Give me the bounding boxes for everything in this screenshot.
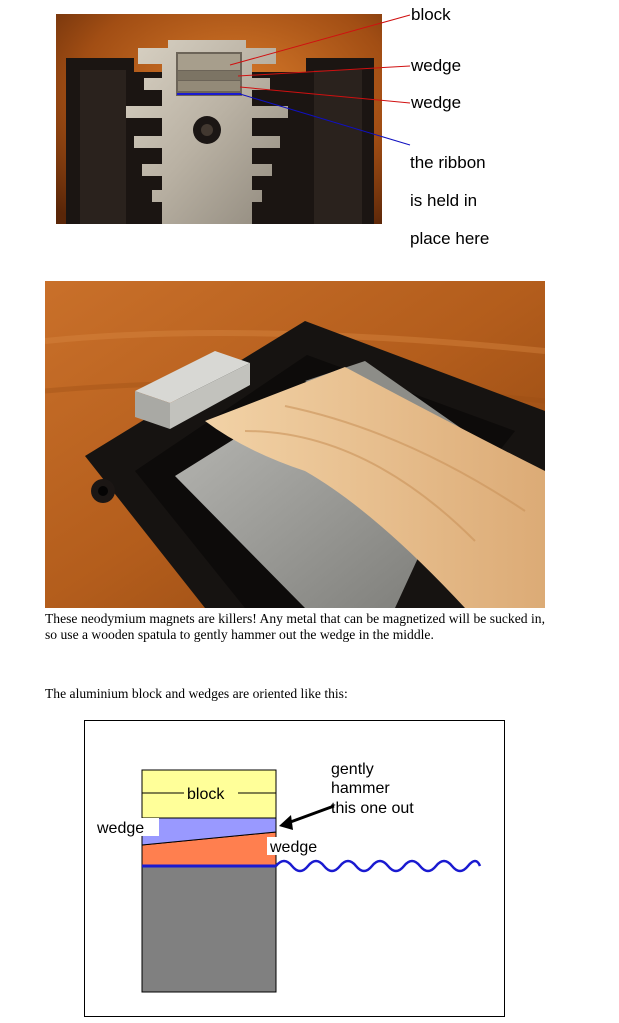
diagram-base <box>142 866 276 992</box>
magnet-warning-paragraph: These neodymium magnets are killers! Any metal that can be magnetized will be sucked in, so use a wooden spatula to gently hammer out the wedge in the middle. <box>45 611 545 642</box>
orientation-intro-paragraph: The aluminium block and wedges are oriented like this: <box>45 686 348 701</box>
block-wedge-orientation-diagram <box>84 720 505 1017</box>
callout-wedge-top: wedge <box>411 56 462 75</box>
diagram-note-line3: this one out <box>331 800 414 817</box>
diagram-label-wedge-right: wedge <box>270 839 318 856</box>
diagram-note-line2: hammer <box>331 780 390 797</box>
diagram-label-block: block <box>187 786 225 803</box>
callout-ribbon-line3: place here <box>410 229 490 248</box>
callout-block: block <box>411 5 451 24</box>
heatsink-cross-section-photo <box>56 14 382 224</box>
diagram-label-wedge-left: wedge <box>97 820 145 837</box>
callout-ribbon-line2: is held in <box>410 191 478 210</box>
callout-ribbon <box>410 134 489 267</box>
callout-ribbon-line1: the ribbon <box>410 153 486 172</box>
magnet-housing-spatula-photo <box>45 281 545 608</box>
callout-wedge-bottom: wedge <box>411 93 462 112</box>
diagram-note-line1: gently <box>331 761 374 778</box>
